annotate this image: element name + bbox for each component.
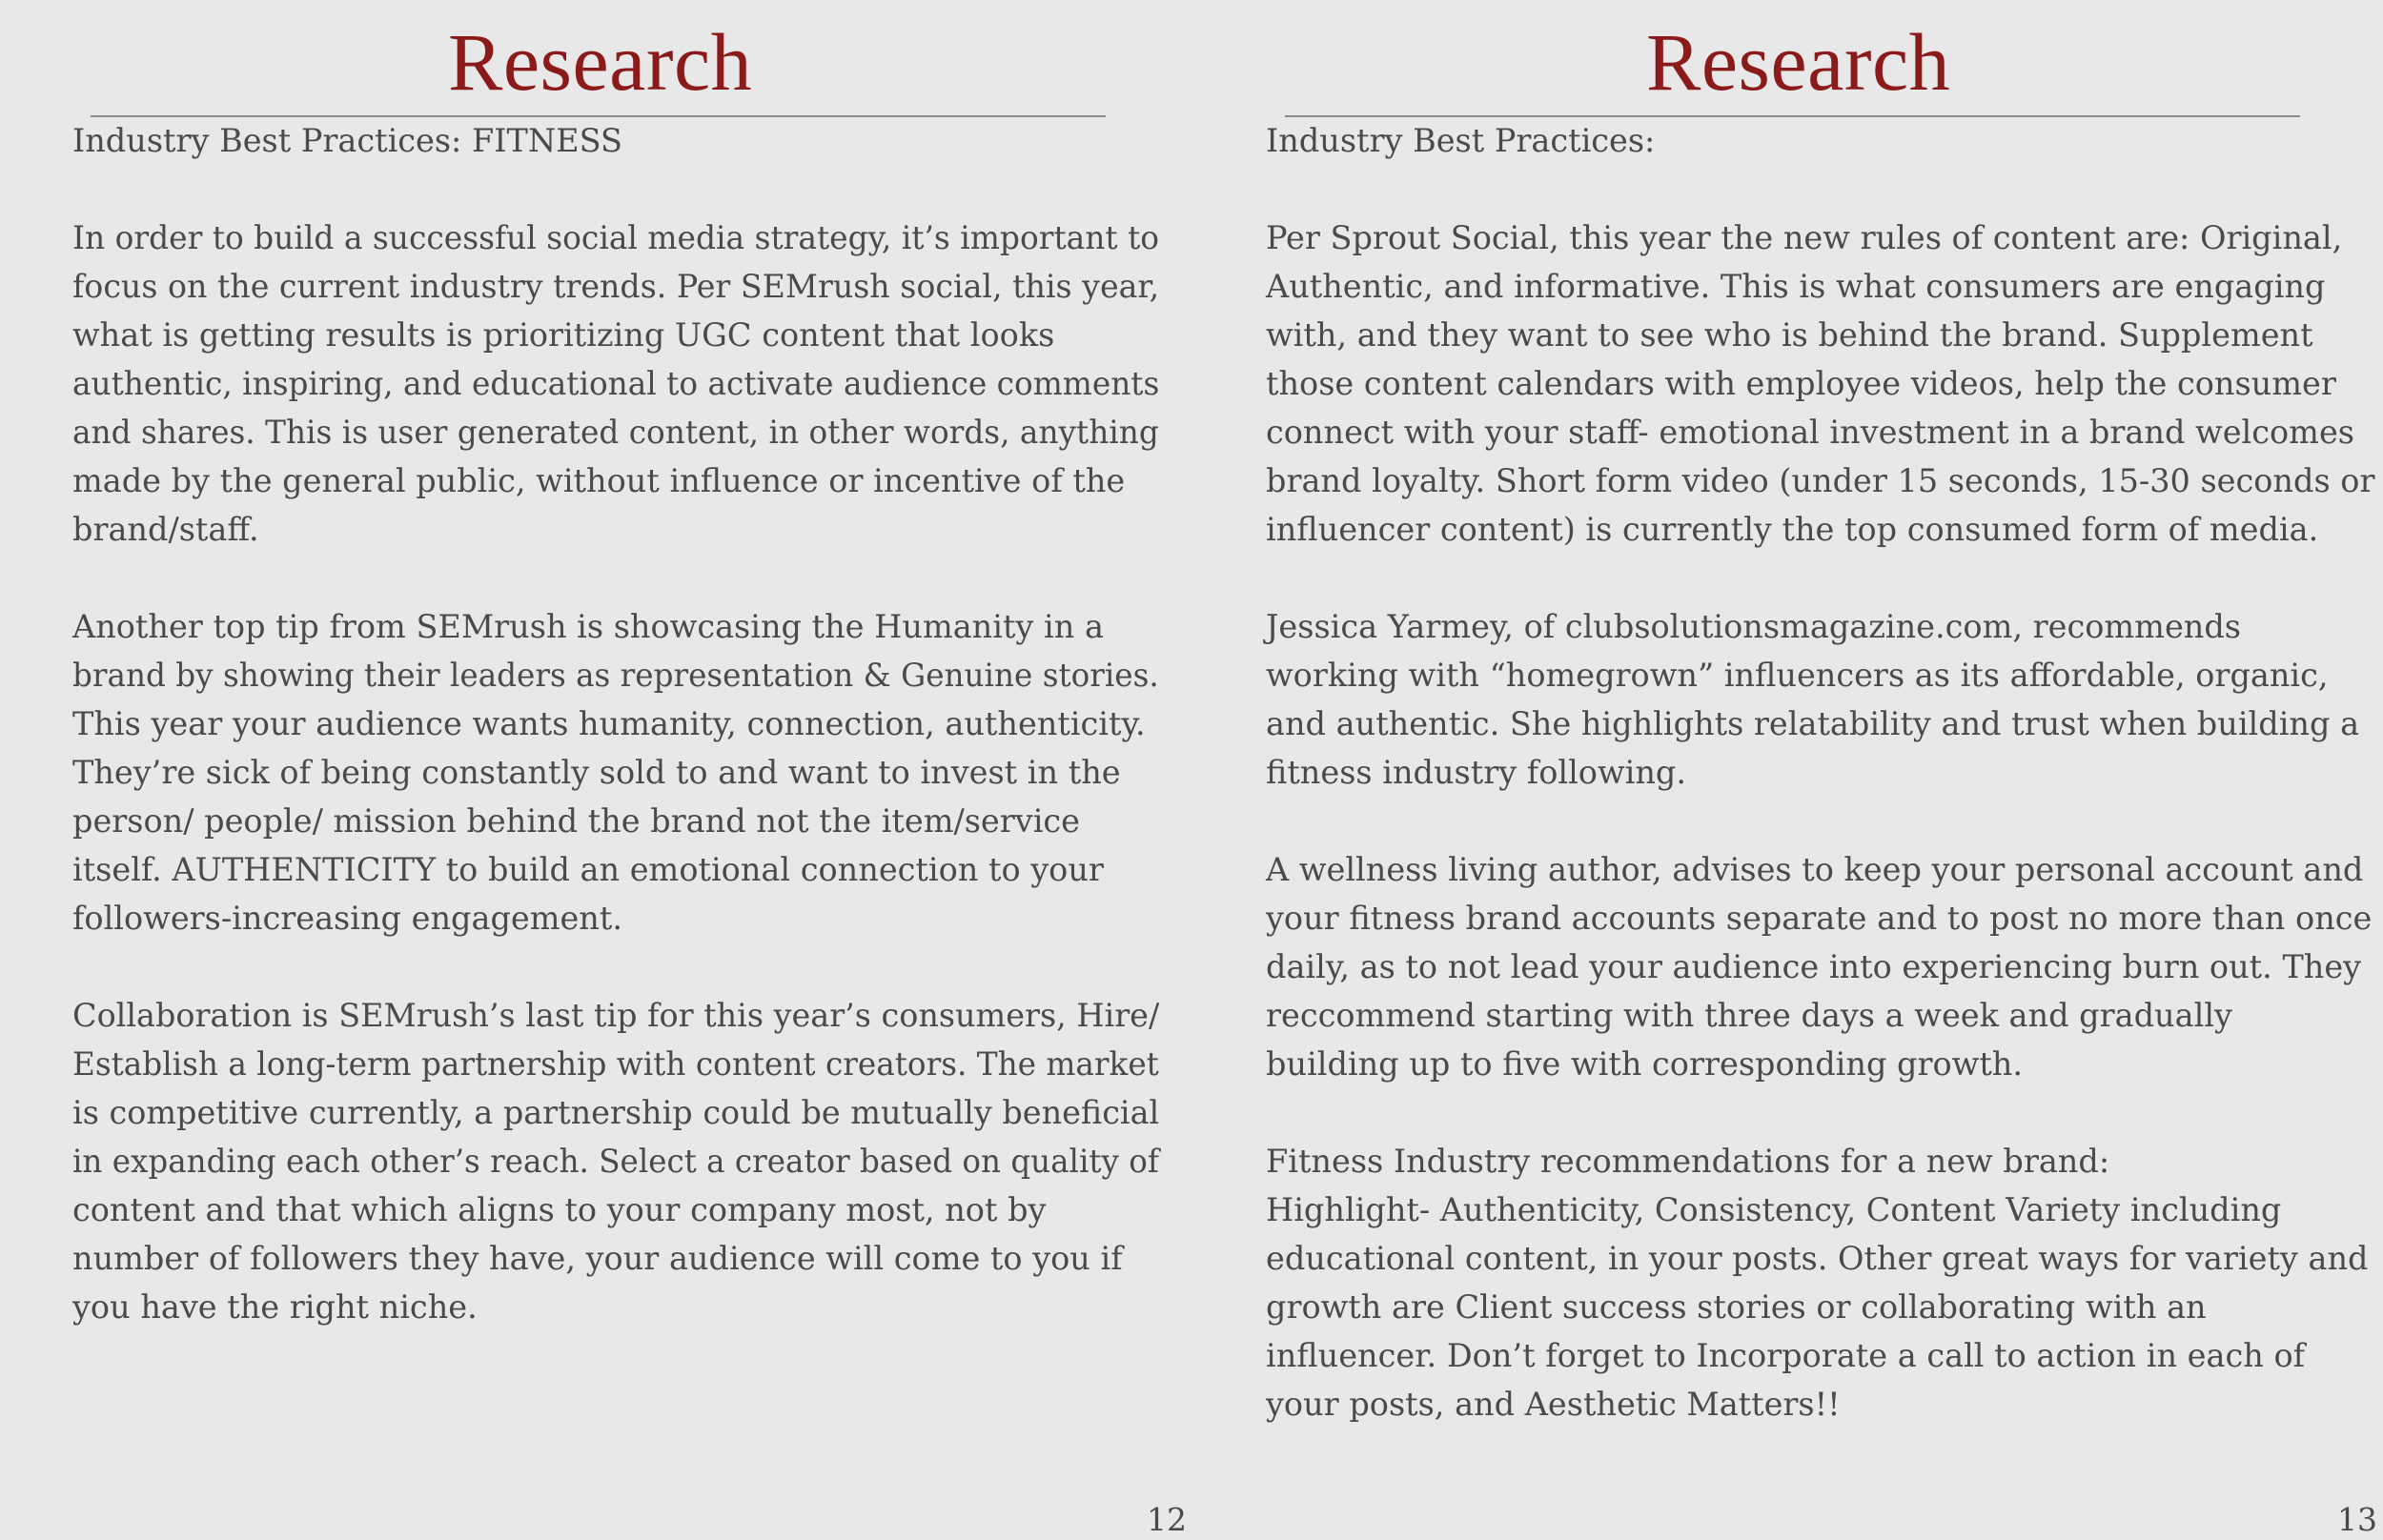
text-line: Per Sprout Social, this year the new rules of content are: Original, bbox=[1266, 219, 2343, 256]
text-line: Fitness Industry recommendations for a new brand: bbox=[1266, 1143, 2110, 1180]
text-line: They’re sick of being constantly sold to and want to invest in the bbox=[72, 754, 1121, 791]
text-line: reccommend starting with three days a week and gradually bbox=[1266, 997, 2232, 1034]
page-title: Research bbox=[448, 16, 753, 108]
text-line: focus on the current industry trends. Per SEMrush social, this year, bbox=[72, 268, 1160, 305]
paragraph bbox=[1266, 602, 2376, 797]
text-line: your posts, and Aesthetic Matters!! bbox=[1266, 1386, 1841, 1423]
text-line: Jessica Yarmey, of clubsolutionsmagazine.com, recommends bbox=[1266, 608, 2241, 645]
text-line: those content calendars with employee videos, help the consumer bbox=[1266, 365, 2336, 402]
page-content bbox=[72, 116, 1159, 1331]
text-line: influencer. Don’t forget to Incorporate a call to action in each of bbox=[1266, 1337, 2306, 1374]
text-line: working with “homegrown” influencers as its affordable, organic, bbox=[1266, 657, 2329, 694]
page-title: Research bbox=[1646, 16, 1951, 108]
text-line: number of followers they have, your audience will come to you if bbox=[72, 1240, 1123, 1277]
text-line: followers-increasing engagement. bbox=[72, 900, 622, 937]
paragraph bbox=[1266, 845, 2376, 1088]
text-line: This year your audience wants humanity, connection, authenticity. bbox=[72, 705, 1146, 742]
text-line: connect with your staff- emotional investment in a brand welcomes bbox=[1266, 414, 2354, 451]
spacer bbox=[72, 165, 1159, 213]
text-line: growth are Client success stories or collaborating with an bbox=[1266, 1288, 2207, 1326]
spacer bbox=[1266, 165, 2376, 213]
text-line: itself. AUTHENTICITY to build an emotional connection to your bbox=[72, 851, 1104, 888]
spacer bbox=[1266, 1088, 2376, 1137]
spacer bbox=[1266, 554, 2376, 602]
spacer bbox=[1266, 797, 2376, 845]
section-subtitle: Industry Best Practices: FITNESS bbox=[72, 122, 622, 159]
text-line: your fitness brand accounts separate and to post no more than once bbox=[1266, 900, 2373, 937]
text-line: what is getting results is prioritizing UGC content that looks bbox=[72, 316, 1055, 354]
page-number: 13 bbox=[2337, 1501, 2377, 1538]
section-subtitle: Industry Best Practices: bbox=[1266, 122, 1656, 159]
text-line: educational content, in your posts. Other great ways for variety and bbox=[1266, 1240, 2369, 1277]
paragraph bbox=[1266, 1137, 2376, 1429]
text-line: Establish a long-term partnership with content creators. The market bbox=[72, 1045, 1159, 1083]
text-line: is competitive currently, a partnership could be mutually beneficial bbox=[72, 1094, 1160, 1131]
paragraph bbox=[72, 602, 1159, 942]
paragraph bbox=[1266, 213, 2376, 554]
text-line: you have the right niche. bbox=[72, 1288, 478, 1326]
text-line: in expanding each other’s reach. Select a creator based on quality of bbox=[72, 1143, 1159, 1180]
text-line: person/ people/ mission behind the brand not the item/service bbox=[72, 802, 1081, 840]
text-line: fitness industry following. bbox=[1266, 754, 1687, 791]
page-content bbox=[1266, 116, 2376, 1429]
text-line: and authentic. She highlights relatability and trust when building a bbox=[1266, 705, 2360, 742]
text-line: and shares. This is user generated content, in other words, anything bbox=[72, 414, 1159, 451]
text-line: Collaboration is SEMrush’s last tip for this year’s consumers, Hire/ bbox=[72, 997, 1160, 1034]
text-line: A wellness living author, advises to keep your personal account and bbox=[1266, 851, 2364, 888]
right-page bbox=[1192, 0, 2383, 1540]
text-line: brand/staff. bbox=[72, 511, 259, 548]
text-line: brand by showing their leaders as representation & Genuine stories. bbox=[72, 657, 1159, 694]
text-line: daily, as to not lead your audience into experiencing burn out. They bbox=[1266, 948, 2362, 985]
text-line: Authentic, and informative. This is what consumers are engaging bbox=[1266, 268, 2326, 305]
spacer bbox=[72, 554, 1159, 602]
paragraph bbox=[72, 991, 1159, 1331]
text-line: with, and they want to see who is behind the brand. Supplement bbox=[1266, 316, 2313, 354]
paragraph bbox=[72, 213, 1159, 554]
text-line: content and that which aligns to your company most, not by bbox=[72, 1191, 1047, 1228]
text-line: building up to five with corresponding growth. bbox=[1266, 1045, 2024, 1083]
text-line: made by the general public, without influence or incentive of the bbox=[72, 462, 1126, 499]
text-line: influencer content) is currently the top consumed form of media. bbox=[1266, 511, 2319, 548]
text-line: Another top tip from SEMrush is showcasing the Humanity in a bbox=[72, 608, 1104, 645]
text-line: Highlight- Authenticity, Consistency, Content Variety including bbox=[1266, 1191, 2282, 1228]
text-line: In order to build a successful social media strategy, it’s important to bbox=[72, 219, 1160, 256]
text-line: brand loyalty. Short form video (under 15 seconds, 15-30 seconds or bbox=[1266, 462, 2375, 499]
page-number: 12 bbox=[1147, 1501, 1187, 1538]
text-line: authentic, inspiring, and educational to activate audience comments bbox=[72, 365, 1160, 402]
spacer bbox=[72, 942, 1159, 991]
